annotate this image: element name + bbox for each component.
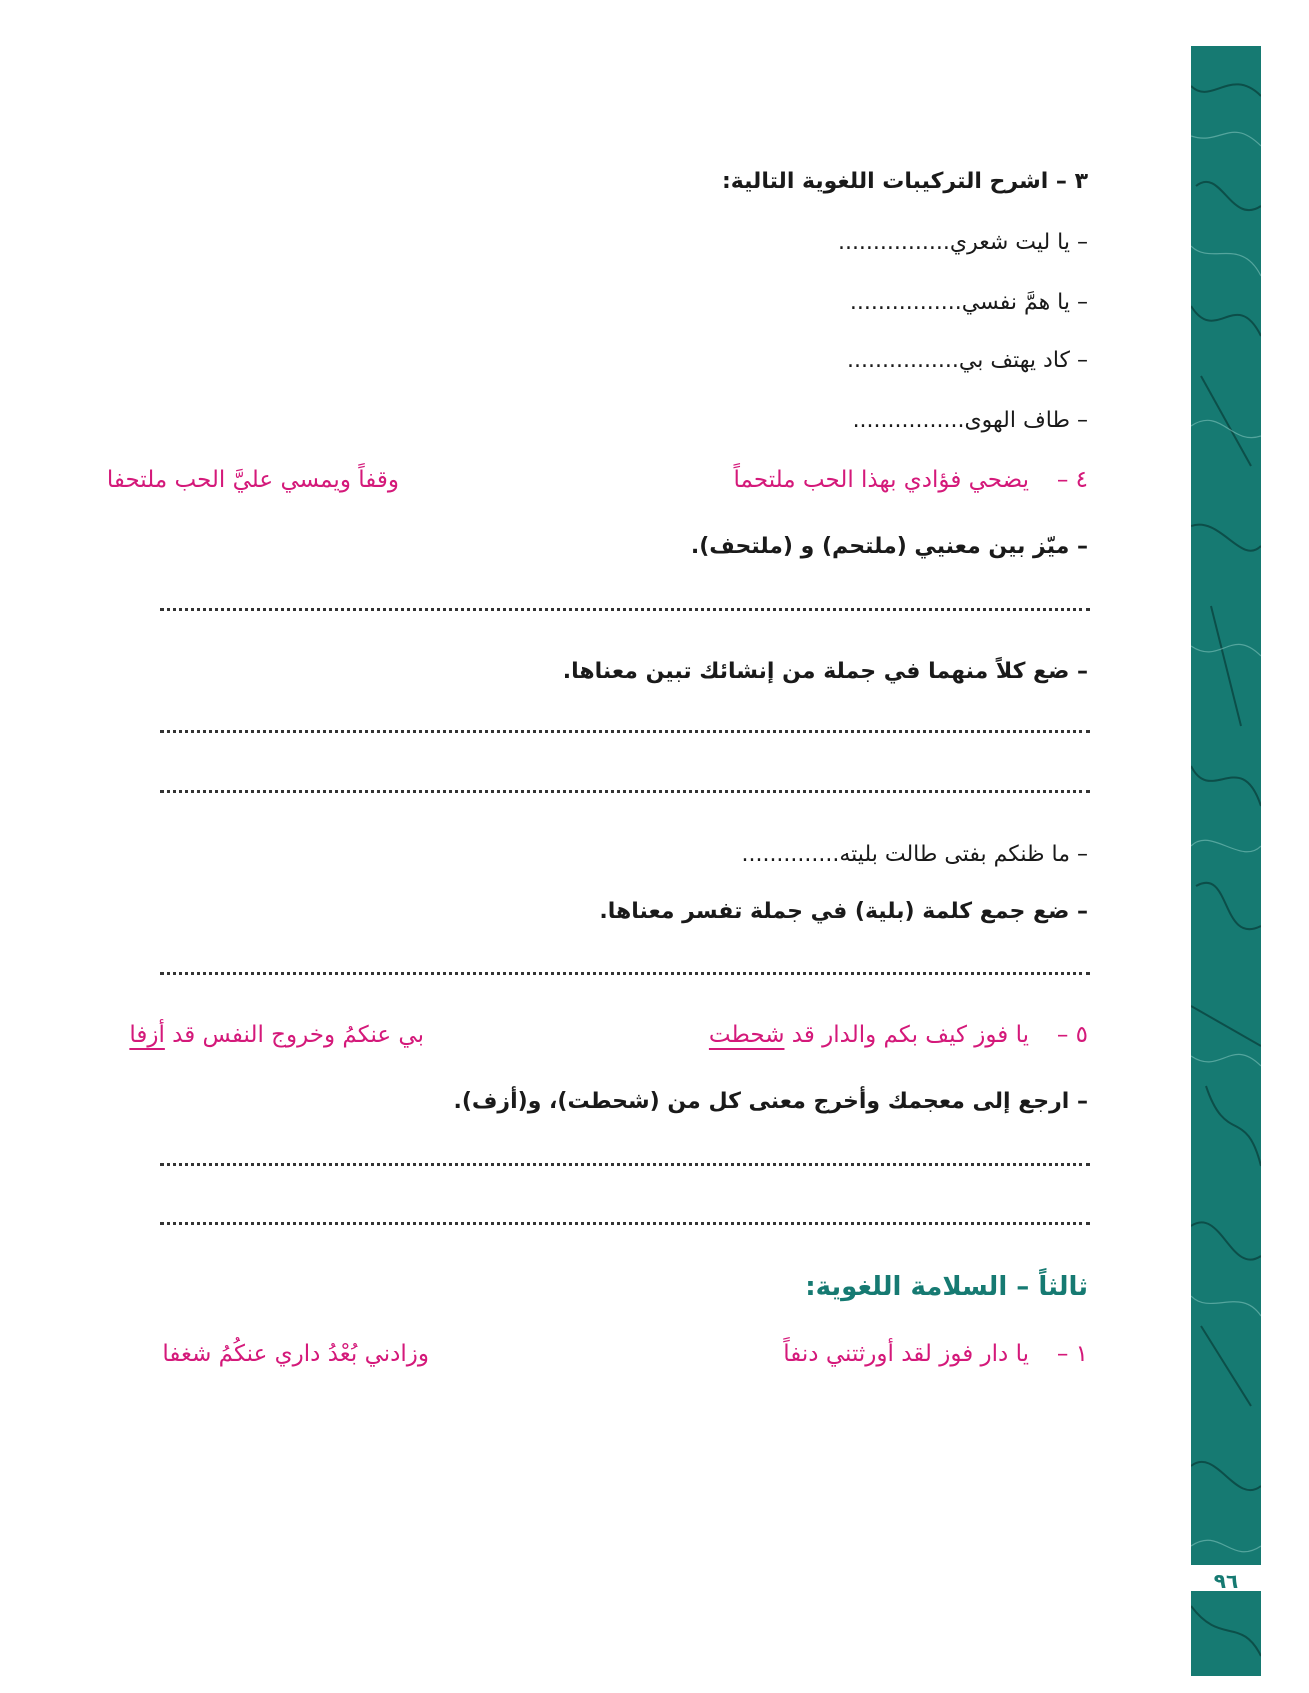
section-3-hemistich-left: وزادني بُعْدُ داري عنكُمُ شغفا [162,1341,429,1367]
q3-item-2 [850,286,1088,320]
q4-hemistich-left: وقفاً ويمسي عليَّ الحب ملتحفا [106,467,399,493]
q5-task: – ارجع إلى معجمك وأخرج معنى كل من (شحطت)، و(أزف). [453,1089,1088,1114]
q5-hemistich-right [709,1018,1029,1052]
section-3-title: ثالثاً – السلامة اللغوية: [805,1272,1088,1302]
q3-item-4 [853,404,1088,438]
q5-hemistich-left [129,1018,424,1052]
section-3-item-number: ١ – [1056,1341,1088,1367]
q3-item-3 [847,344,1088,378]
marble-pattern-icon [1191,46,1261,1676]
q3-item-1 [838,226,1088,260]
q5-hemistich-left-text: بي عنكمُ وخروج النفس قد [172,1022,424,1048]
q3-item-1-text: – يا ليت شعري [949,230,1088,255]
q4-question-text: – ما ظنكم بفتى طالت بليته [839,842,1088,867]
q3-item-1-dots: ................ [837,230,950,255]
answer-line[interactable] [160,972,1090,975]
answer-line[interactable] [160,790,1090,793]
q4-question [741,838,1088,872]
answer-line[interactable] [160,1222,1090,1225]
q3-item-4-text: – طاف الهوى [964,408,1088,433]
q4-task-1: – ميّز بين معنيي (ملتحم) و (ملتحف). [690,534,1088,559]
q3-item-3-dots: ................ [847,348,959,373]
q5-hemistich-right-text: يا فوز كيف بكم والدار قد [791,1022,1029,1048]
q4-number: ٤ – [1056,467,1088,493]
q4-hemistich-right: يضحي فؤادي بهذا الحب ملتحماً [733,467,1029,493]
answer-line[interactable] [160,1163,1090,1166]
answer-line[interactable] [160,608,1090,611]
q3-item-2-text: – يا همَّ نفسي [961,290,1088,315]
q5-underlined-word-2: أزفا [129,1022,165,1048]
section-3-hemistich-right: يا دار فوز لقد أورثتني دنفاً [783,1341,1029,1367]
page-number: ٩٦ [1191,1562,1261,1594]
q4-question-dots: .............. [741,842,840,867]
decorative-side-band [1191,46,1261,1676]
question-3-title: ٣ – اشرح التركيبات اللغوية التالية: [721,169,1088,194]
q5-underlined-word-1: شحطت [708,1022,785,1048]
answer-line[interactable] [160,730,1090,733]
q4-task-3: – ضع جمع كلمة (بلية) في جملة تفسر معناها. [599,899,1088,924]
q5-number: ٥ – [1056,1022,1088,1048]
q3-item-3-text: – كاد يهتف بي [958,348,1088,373]
q3-item-2-dots: ................ [849,290,962,315]
q3-item-4-dots: ................ [852,408,965,433]
q4-task-2: – ضع كلاً منهما في جملة من إنشائك تبين معناها. [562,659,1088,684]
